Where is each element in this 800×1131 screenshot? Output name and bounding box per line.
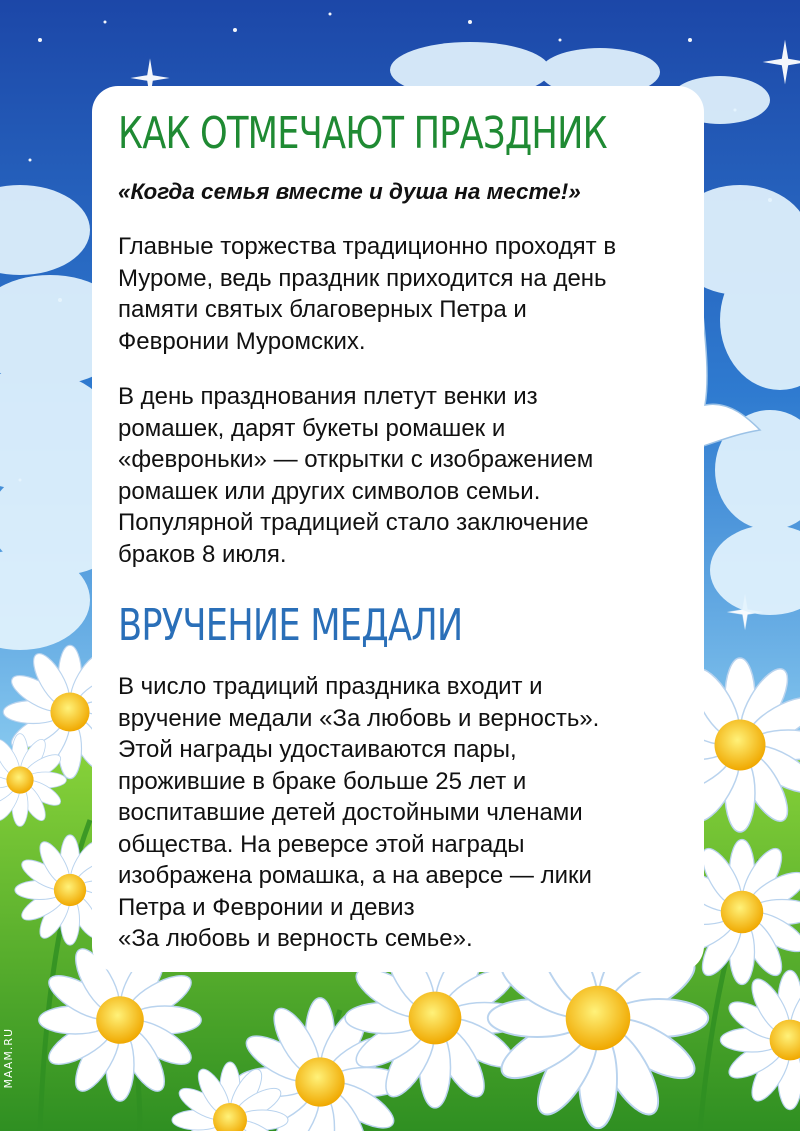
text-line: вручение медали «За любовь и верность». — [118, 704, 600, 732]
text-line: Муроме, ведь праздник приходится на день — [118, 264, 607, 292]
text-line: В день празднования плетут венки из — [118, 383, 538, 410]
text-line: Популярной традицией стало заключение — [118, 509, 589, 536]
paragraph-celebration-murom — [118, 231, 616, 357]
paragraph-medal — [118, 671, 599, 955]
text-line: Главные торжества традиционно проходят в — [118, 233, 617, 260]
text-line: Петра и Февронии и девиз — [118, 893, 415, 921]
section-heading-medal: ВРУЧЕНИЕ МЕДАЛИ — [118, 600, 463, 651]
watermark: MAAM.RU — [2, 1028, 15, 1089]
text-line: Февронии Муромских. — [118, 327, 366, 355]
text-line: воспитавшие детей достойными членами — [118, 799, 583, 826]
text-line: прожившие в браке больше 25 лет и — [118, 767, 527, 795]
text-line: «За любовь и верность семье». — [118, 925, 473, 952]
text-line: памяти святых благоверных Петра и — [118, 296, 527, 323]
paragraph-traditions — [118, 381, 593, 570]
text-line: общества. На реверсе этой награды — [118, 830, 525, 858]
text-line: ромашек или других символов семьи. — [118, 477, 541, 505]
text-line: браков 8 июля. — [118, 540, 287, 568]
motto-quote: «Когда семья вместе и душа на месте!» — [118, 179, 581, 204]
text-line: Этой награды удостаиваются пары, — [118, 736, 517, 763]
page-title: КАК ОТМЕЧАЮТ ПРАЗДНИК — [118, 108, 607, 159]
text-line: В число традиций праздника входит и — [118, 673, 543, 700]
text-line: «февроньки» — открытки с изображением — [118, 446, 594, 473]
text-line: изображена ромашка, а на аверсе — лики — [118, 862, 592, 889]
text-line: ромашек, дарят букеты ромашек и — [118, 414, 506, 442]
